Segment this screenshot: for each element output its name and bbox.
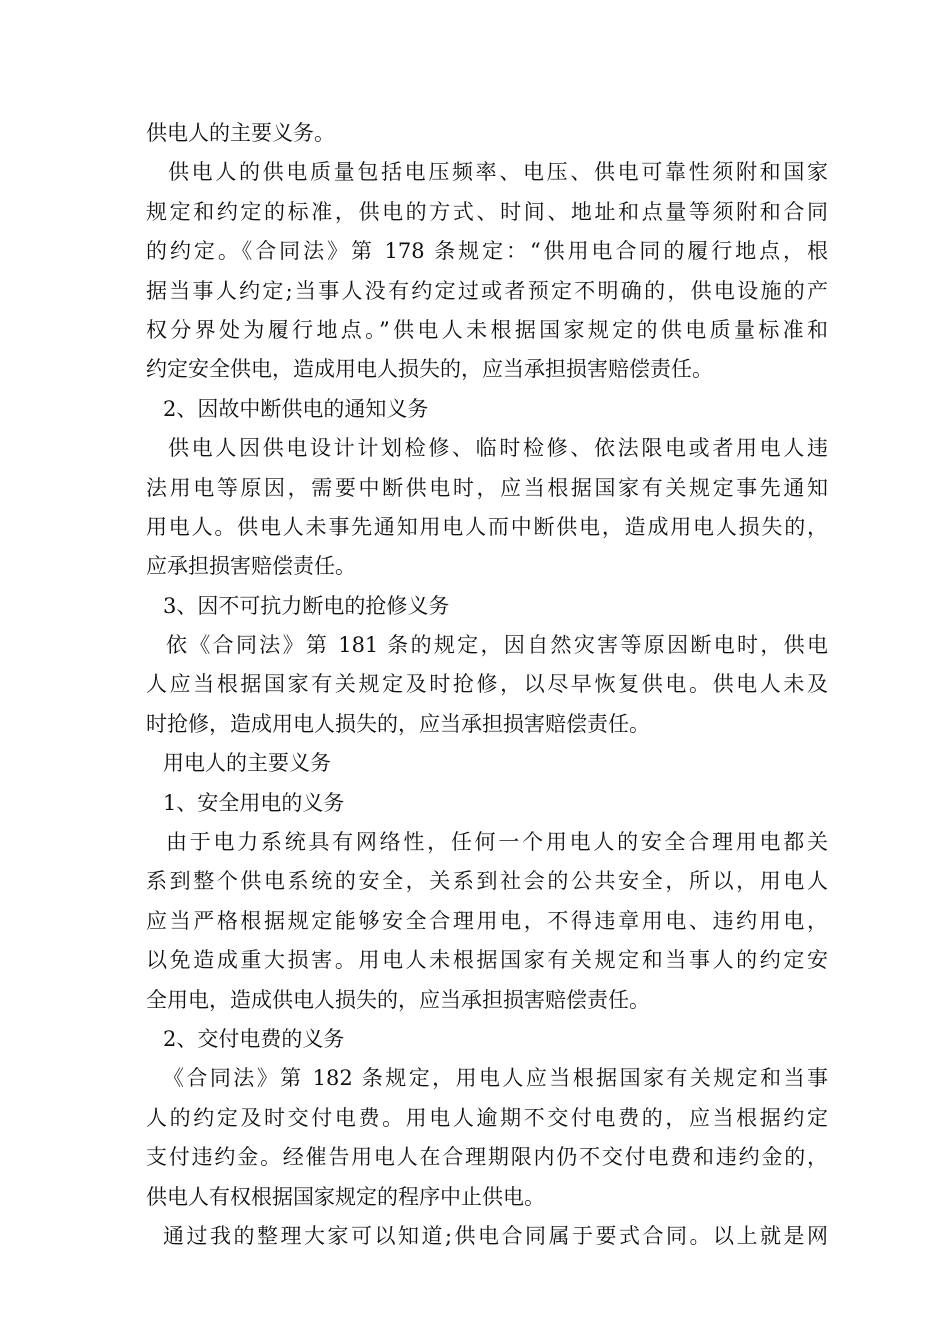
text-line: 规定和约定的标准，供电的方式、时间、地址和点量等须附和合同 bbox=[146, 199, 828, 224]
text-line: 人的约定及时交付电费。用电人逾期不交付电费的，应当根据约定 bbox=[146, 1105, 828, 1130]
text-line: 由于电力系统具有网络性，任何一个用电人的安全合理用电都关 bbox=[166, 830, 828, 855]
text-line: 全用电，造成供电人损失的，应当承担损害赔偿责任。 bbox=[146, 987, 650, 1012]
text-line: 权分界处为履行地点。”供电人未根据国家规定的供电质量标准和 bbox=[146, 317, 828, 342]
text-line: 支付违约金。经催告用电人在合理期限内仍不交付电费和违约金的， bbox=[146, 1145, 828, 1170]
text-line: 用电人。供电人未事先通知用电人而中断供电，造成用电人损失的， bbox=[146, 514, 828, 539]
text-line: 应承担损害赔偿责任。 bbox=[146, 554, 356, 579]
text-line: 时抢修，造成用电人损失的，应当承担损害赔偿责任。 bbox=[146, 711, 650, 736]
text-line: 2、因故中断供电的通知义务 bbox=[163, 396, 429, 421]
text-line: 依《合同法》第 181 条的规定，因自然灾害等原因断电时，供电 bbox=[166, 633, 828, 658]
text-line: 供电人有权根据国家规定的程序中止供电。 bbox=[146, 1184, 545, 1209]
text-line: 据当事人约定;当事人没有约定过或者预定不明确的，供电设施的产 bbox=[146, 278, 828, 303]
text-line: 以免造成重大损害。用电人未根据国家有关规定和当事人的约定安 bbox=[146, 948, 828, 973]
text-line: 供电人的主要义务。 bbox=[146, 121, 335, 145]
text-line: 应当严格根据规定能够安全合理用电，不得违章用电、违约用电， bbox=[146, 908, 828, 933]
text-line: 3、因不可抗力断电的抢修义务 bbox=[163, 593, 450, 618]
text-line: 人应当根据国家有关规定及时抢修，以尽早恢复供电。供电人未及 bbox=[146, 672, 828, 697]
text-line: 1、安全用电的义务 bbox=[163, 790, 345, 815]
text-line: 2、交付电费的义务 bbox=[163, 1026, 345, 1051]
document-body bbox=[146, 114, 828, 1256]
text-line: 用电人的主要义务 bbox=[163, 751, 331, 776]
text-line: 通过我的整理大家可以知道;供电合同属于要式合同。以上就是网 bbox=[163, 1223, 828, 1248]
text-line: 的约定。《合同法》第 178 条规定：“供用电合同的履行地点，根 bbox=[146, 239, 828, 264]
text-line: 供电人的供电质量包括电压频率、电压、供电可靠性须附和国家 bbox=[168, 160, 828, 185]
text-line: 法用电等原因，需要中断供电时，应当根据国家有关规定事先通知 bbox=[146, 475, 828, 500]
text-line: 《合同法》第 182 条规定，用电人应当根据国家有关规定和当事 bbox=[163, 1066, 828, 1091]
text-line: 供电人因供电设计计划检修、临时检修、依法限电或者用电人违 bbox=[168, 436, 828, 461]
text-line: 约定安全供电，造成用电人损失的，应当承担损害赔偿责任。 bbox=[146, 357, 713, 382]
text-line: 系到整个供电系统的安全，关系到社会的公共安全，所以，用电人 bbox=[146, 869, 828, 894]
